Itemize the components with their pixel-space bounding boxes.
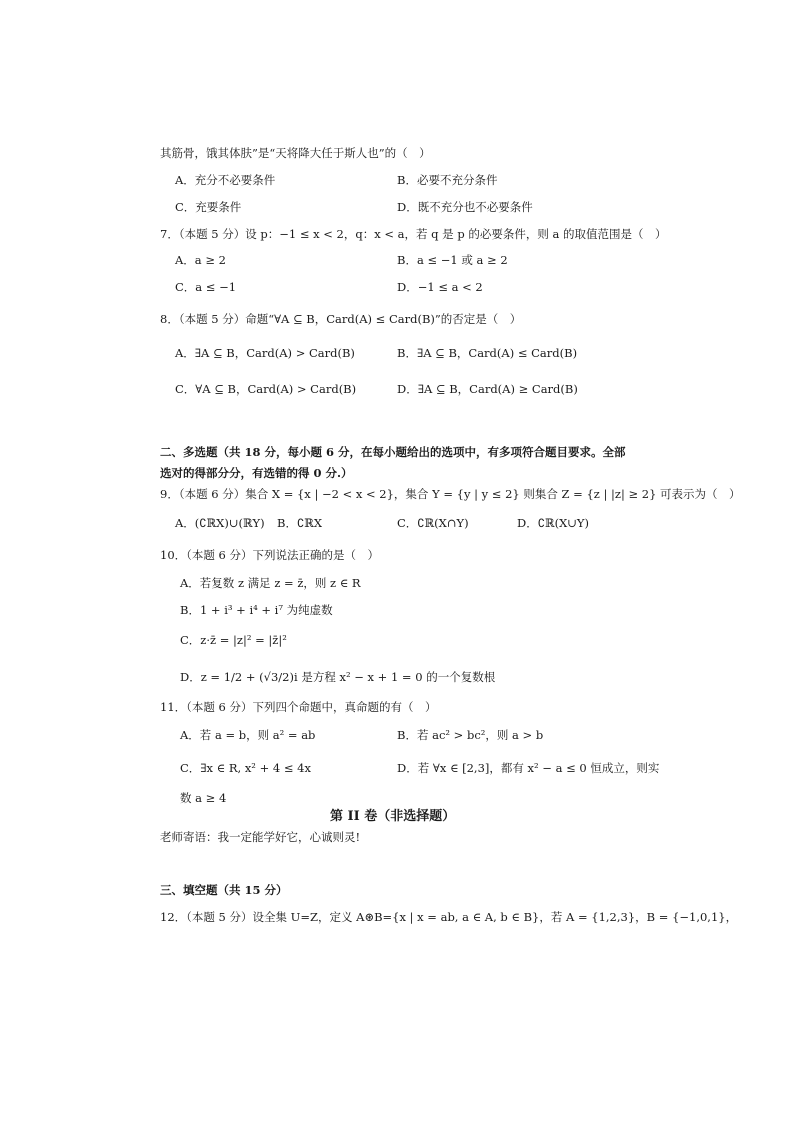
q6-option-d: D．既不充分也不必要条件 — [397, 200, 533, 214]
q7-option-d: D．−1 ≤ a < 2 — [397, 280, 483, 294]
q11-option-d: D．若 ∀x ∈ [2,3]，都有 x² − a ≤ 0 恒成立，则实 — [397, 761, 660, 775]
section2-heading-line2: 选对的得部分分，有选错的得 0 分.） — [160, 466, 353, 480]
teacher-note: 老师寄语：我一定能学好它，心诚则灵! — [160, 830, 361, 844]
q8-option-d: D．∃A ⊆ B，Card(A) ≥ Card(B) — [397, 382, 578, 396]
q11-option-a: A．若 a = b，则 a² = ab — [180, 728, 316, 742]
section2-heading-line1: 二、多选题（共 18 分，每小题 6 分，在每小题给出的选项中，有多项符合题目要求。全部 — [160, 445, 626, 459]
q6-stem-tail: 其筋骨，饿其体肤”是“天将降大任于斯人也”的（ ） — [160, 146, 431, 160]
volume-2-title: 第 II 卷（非选择题） — [330, 809, 456, 824]
q12-stem: 12．（本题 5 分）设全集 U=Z，定义 A⊛B={x | x = ab, a ∈ A, b ∈ B}，若 A = {1,2,3}，B = {−1,0,1}， — [160, 910, 738, 924]
q7-option-b: B．a ≤ −1 或 a ≥ 2 — [397, 253, 508, 267]
q11-option-b: B．若 ac² > bc²，则 a > b — [397, 728, 544, 742]
q9-stem: 9．（本题 6 分）集合 X = {x | −2 < x < 2}，集合 Y = {y | y ≤ 2} 则集合 Z = {z | |z| ≥ 2} 可表示为（ ） — [160, 487, 741, 501]
q6-option-c: C．充要条件 — [175, 200, 242, 214]
section3-heading: 三、填空题（共 15 分） — [160, 883, 288, 897]
q8-option-c: C．∀A ⊆ B，Card(A) > Card(B) — [175, 382, 357, 396]
q10-option-d: D．z = 1/2 + (√3/2)i 是方程 x² − x + 1 = 0 的一个复数根 — [180, 670, 496, 684]
q6-option-b: B．必要不充分条件 — [397, 173, 498, 187]
q11-stem: 11．（本题 6 分）下列四个命题中，真命题的有（ ） — [160, 700, 437, 714]
q7-stem: 7．（本题 5 分）设 p：−1 ≤ x < 2，q：x < a，若 q 是 p 的必要条件，则 a 的取值范围是（ ） — [160, 227, 667, 241]
q9-option-b: B．∁ℝX — [277, 516, 323, 530]
q11-option-d-continued: 数 a ≥ 4 — [180, 791, 227, 805]
q7-option-a: A．a ≥ 2 — [175, 253, 226, 267]
q8-option-b: B．∃A ⊆ B，Card(A) ≤ Card(B) — [397, 346, 578, 360]
q9-option-a: A．(∁ℝX)∪(ℝY) — [175, 516, 265, 530]
q10-option-a: A．若复数 z 满足 z = z̄，则 z ∈ R — [180, 576, 361, 590]
q10-option-b: B．1 + i³ + i⁴ + i⁷ 为纯虚数 — [180, 603, 333, 617]
q7-option-c: C．a ≤ −1 — [175, 280, 237, 294]
q6-option-a: A．充分不必要条件 — [175, 173, 276, 187]
q10-stem: 10．（本题 6 分）下列说法正确的是（ ） — [160, 548, 380, 562]
q8-stem: 8．（本题 5 分）命题“∀A ⊆ B，Card(A) ≤ Card(B)”的否定是（ ） — [160, 312, 522, 326]
q10-option-c: C．z·z̄ = |z|² = |z̄|² — [180, 633, 287, 647]
q11-option-c: C．∃x ∈ R, x² + 4 ≤ 4x — [180, 761, 311, 775]
q9-option-d: D．∁ℝ(X∪Y) — [517, 516, 589, 530]
q8-option-a: A．∃A ⊆ B，Card(A) > Card(B) — [175, 346, 355, 360]
q9-option-c: C．∁ℝ(X∩Y) — [397, 516, 469, 530]
